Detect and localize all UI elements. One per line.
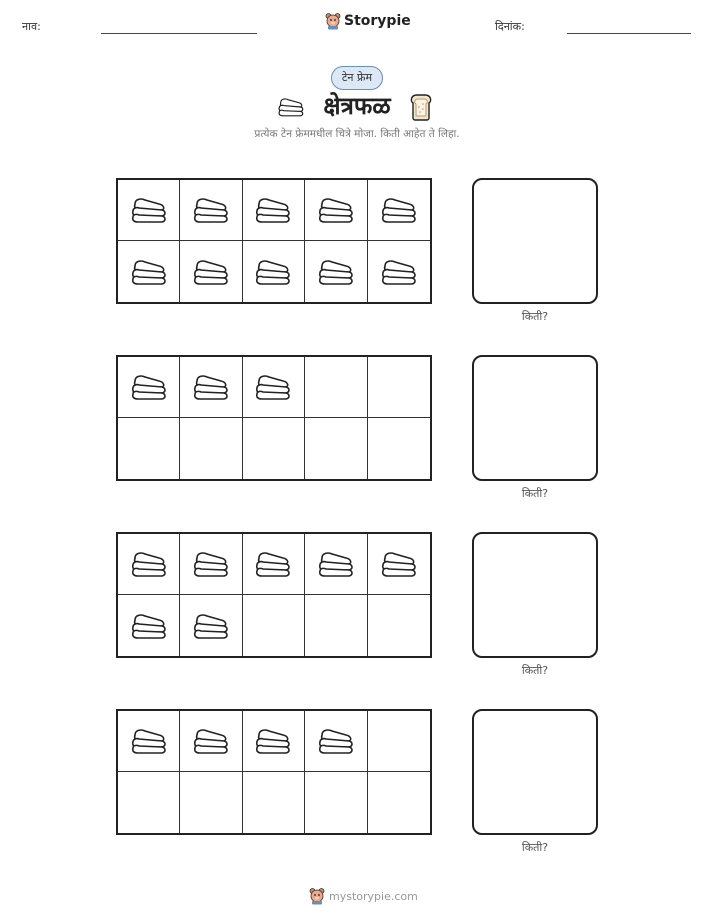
ten-frame-cell [180,180,242,241]
answer-box[interactable] [472,532,598,658]
folded-towel-icon [191,549,231,579]
answer-label: किती? [521,664,549,677]
ten-frame-cell [180,711,242,772]
ten-frame-cell [118,357,180,418]
ten-frame-cell [118,180,180,241]
folded-towel-icon [191,372,231,402]
answer-label: किती? [521,487,549,500]
date-line[interactable] [567,33,691,34]
brand-logo [325,12,411,30]
name-line[interactable] [101,33,257,34]
folded-towel-icon [191,611,231,641]
ten-frame-cell [180,595,242,656]
folded-towel-icon [276,96,306,118]
date-label: दिनांक: [495,20,525,33]
ten-frame-cell [243,180,305,241]
answer-box[interactable] [472,709,598,835]
ten-frame-cell [243,711,305,772]
ten-frame-cell [368,711,430,772]
instructions: प्रत्येक टेन फ्रेममधील चित्रे मोजा. किती आहेत ते लिहा. [254,128,460,140]
ten-frame-cell [118,418,180,479]
folded-towel-icon [129,195,169,225]
folded-towel-icon [253,372,293,402]
ten-frame-cell [118,241,180,302]
folded-towel-icon [129,611,169,641]
bread-slice-icon [409,93,433,121]
answer-box[interactable] [472,178,598,304]
folded-towel-icon [316,549,356,579]
page-title: क्षेत्रफळ [323,92,391,120]
ten-frame-cell [180,357,242,418]
folded-towel-icon [253,549,293,579]
ten-frame-cell [305,595,367,656]
ten-frame [116,178,432,304]
folded-towel-icon [129,549,169,579]
folded-towel-icon [253,195,293,225]
ten-frame-cell [368,534,430,595]
folded-towel-icon [191,195,231,225]
ten-frame-cell [305,180,367,241]
ten-frame [116,709,432,835]
ten-frame-cell [118,772,180,833]
ten-frame [116,355,432,481]
ten-frame-cell [305,418,367,479]
answer-label: किती? [521,841,549,854]
ten-frame-cell [180,418,242,479]
brand-name: Storypie [344,13,411,29]
folded-towel-icon [129,257,169,287]
folded-towel-icon [379,549,419,579]
topic-badge: टेन फ्रेम [331,66,383,90]
ten-frame-cell [243,418,305,479]
ten-frame-cell [180,772,242,833]
ten-frame-cell [118,711,180,772]
ten-frame-cell [180,241,242,302]
ten-frame-cell [305,772,367,833]
folded-towel-icon [253,257,293,287]
ten-frame-cell [243,241,305,302]
ten-frame-cell [368,772,430,833]
folded-towel-icon [129,372,169,402]
name-label: नाव: [22,20,41,33]
footer-site[interactable]: mystorypie.com [329,889,418,903]
folded-towel-icon [253,726,293,756]
folded-towel-icon [316,726,356,756]
ten-frame-cell [305,534,367,595]
ten-frame-cell [243,595,305,656]
answer-label: किती? [521,310,549,323]
folded-towel-icon [191,257,231,287]
ten-frame-cell [305,357,367,418]
ten-frame-cell [368,241,430,302]
ten-frame-cell [368,180,430,241]
ten-frame [116,532,432,658]
ten-frame-cell [243,534,305,595]
folded-towel-icon [316,195,356,225]
folded-towel-icon [379,257,419,287]
bear-mascot-icon [325,12,341,30]
ten-frame-cell [305,711,367,772]
ten-frame-cell [368,357,430,418]
ten-frame-cell [180,534,242,595]
ten-frame-cell [368,418,430,479]
folded-towel-icon [129,726,169,756]
folded-towel-icon [316,257,356,287]
footer [309,887,418,905]
ten-frame-cell [243,772,305,833]
ten-frame-cell [305,241,367,302]
folded-towel-icon [191,726,231,756]
ten-frame-cell [243,357,305,418]
answer-box[interactable] [472,355,598,481]
folded-towel-icon [379,195,419,225]
ten-frame-cell [118,534,180,595]
bear-mascot-icon [309,887,325,905]
ten-frame-cell [368,595,430,656]
ten-frame-cell [118,595,180,656]
